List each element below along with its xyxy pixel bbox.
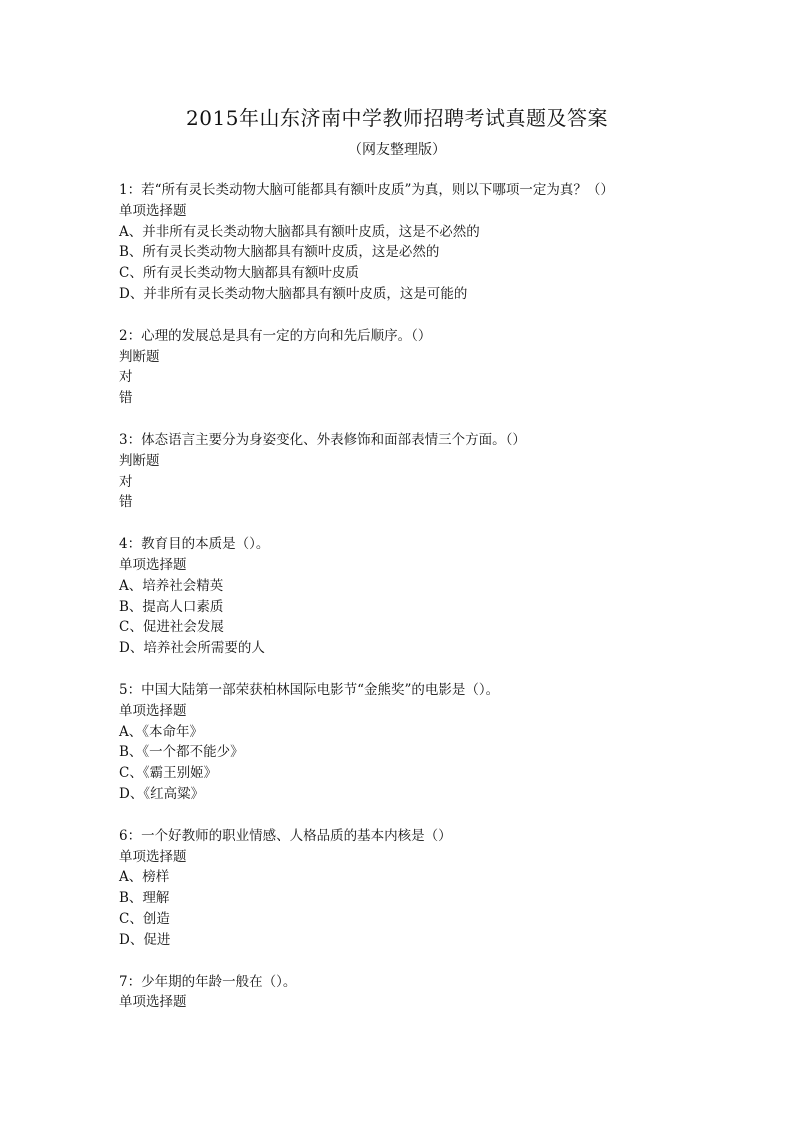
question-1	[119, 180, 719, 305]
question-stem: 7：少年期的年龄一般在（）。	[119, 973, 297, 990]
document-title: 2015年山东济南中学教师招聘考试真题及答案	[186, 106, 608, 130]
option-c: C、促进社会发展	[119, 619, 224, 636]
option-b: B、《一个都不能少》	[119, 744, 244, 761]
option-false: 错	[119, 494, 133, 511]
question-stem: 5：中国大陆第一部荣获柏林国际电影节“金熊奖”的电影是（）。	[119, 681, 500, 698]
option-d: D、并非所有灵长类动物大脑都具有额叶皮质，这是可能的	[119, 285, 468, 302]
option-b: B、所有灵长类动物大脑都具有额叶皮质，这是必然的	[119, 244, 440, 261]
question-stem: 2：心理的发展总是具有一定的方向和先后顺序。（）	[119, 327, 432, 344]
option-true: 对	[119, 369, 133, 386]
question-type: 判断题	[119, 452, 160, 469]
question-stem: 1：若“所有灵长类动物大脑可能都具有额叶皮质”为真，则以下哪项一定为真？（）	[119, 182, 614, 198]
option-d: D、《红高粱》	[119, 785, 205, 802]
option-d: D、培养社会所需要的人	[119, 640, 265, 657]
question-3	[119, 430, 719, 513]
option-b: B、提高人口素质	[119, 598, 224, 615]
question-type: 单项选择题	[119, 848, 187, 865]
option-a: A、并非所有灵长类动物大脑都具有额叶皮质，这是不必然的	[119, 223, 480, 240]
question-type: 单项选择题	[119, 556, 187, 573]
option-c: C、《霸王别姬》	[119, 765, 218, 782]
question-stem: 4：教育目的本质是（）。	[119, 536, 270, 553]
option-d: D、促进	[119, 931, 171, 948]
question-stem: 6：一个好教师的职业情感、人格品质的基本内核是（）	[119, 827, 452, 844]
document-subtitle: （网友整理版）	[348, 142, 446, 158]
option-b: B、理解	[119, 890, 170, 907]
option-false: 错	[119, 390, 133, 407]
option-a: A、《本命年》	[119, 723, 203, 740]
question-type: 单项选择题	[119, 994, 187, 1011]
question-list	[119, 180, 719, 1034]
option-a: A、培养社会精英	[119, 577, 224, 594]
question-2	[119, 326, 719, 409]
question-stem: 3：体态语言主要分为身姿变化、外表修饰和面部表情三个方面。（）	[119, 431, 526, 448]
option-c: C、创造	[119, 910, 170, 927]
question-5	[119, 680, 719, 805]
option-true: 对	[119, 473, 133, 490]
question-type: 单项选择题	[119, 702, 187, 719]
option-a: A、榜样	[119, 869, 170, 886]
question-type: 判断题	[119, 348, 160, 365]
question-4	[119, 534, 719, 659]
option-c: C、所有灵长类动物大脑都具有额叶皮质	[119, 265, 359, 282]
question-6	[119, 826, 719, 951]
question-7	[119, 972, 719, 1014]
question-type: 单项选择题	[119, 202, 187, 219]
